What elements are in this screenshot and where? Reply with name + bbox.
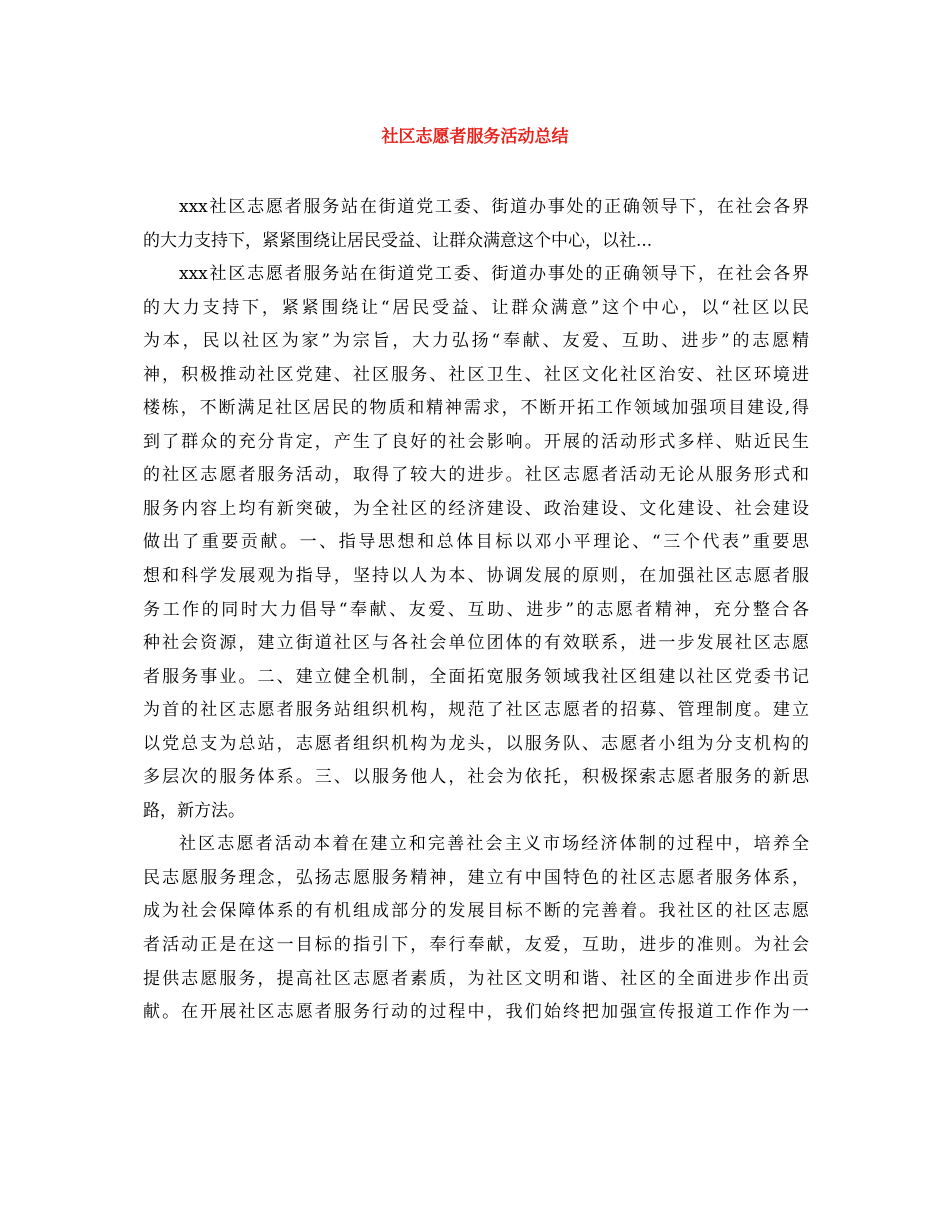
paragraph-main xyxy=(143,258,809,828)
text-line: 路，新方法。 xyxy=(143,800,245,821)
text-line: 的大力支持下，紧紧围绕让“居民受益、让群众满意”这个中心，以“社区以民 xyxy=(143,297,809,318)
text-line: 社区志愿者活动本着在建立和完善社会主义市场经济体制的过程中，培养全 xyxy=(179,834,809,855)
paragraph-intro xyxy=(143,191,809,258)
text-line: 做出了重要贡献。一、指导思想和总体目标以邓小平理论、“三个代表”重要思 xyxy=(143,532,809,553)
text-line: 者活动正是在这一目标的指引下，奉行奉献，友爱，互助，进步的准则。为社会 xyxy=(143,935,809,956)
text-line: 到了群众的充分肯定，产生了良好的社会影响。开展的活动形式多样、贴近民生 xyxy=(143,431,809,452)
text-line: 楼栋，不断满足社区居民的物质和精神需求，不断开拓工作领域加强项目建设,得 xyxy=(143,398,809,419)
document-body xyxy=(143,191,809,1030)
text-line: 为本，民以社区为家”为宗旨，大力弘扬“奉献、友爱、互助、进步”的志愿精 xyxy=(143,331,809,352)
text-line: 种社会资源，建立街道社区与各社会单位团体的有效联系，进一步发展社区志愿 xyxy=(143,633,809,654)
text-line: 者服务事业。二、建立健全机制，全面拓宽服务领域我社区组建以社区党委书记 xyxy=(143,666,809,687)
paragraph-closing xyxy=(143,828,809,1029)
text-line: 献。在开展社区志愿者服务行动的过程中，我们始终把加强宣传报道工作作为一 xyxy=(143,1002,809,1023)
text-line: 务工作的同时大力倡导“奉献、友爱、互助、进步”的志愿者精神，充分整合各 xyxy=(143,599,809,620)
text-line: xxx社区志愿者服务站在街道党工委、街道办事处的正确领导下，在社会各界 xyxy=(179,197,809,217)
text-line: 服务内容上均有新突破，为全社区的经济建设、政治建设、文化建设、社会建设 xyxy=(143,498,809,519)
text-line: 以党总支为总站，志愿者组织机构为龙头，以服务队、志愿者小组为分支机构的 xyxy=(143,733,809,754)
document-title: 社区志愿者服务活动总结 xyxy=(381,127,569,147)
text-line: 想和科学发展观为指导，坚持以人为本、协调发展的原则，在加强社区志愿者服 xyxy=(143,566,809,587)
text-line: 成为社会保障体系的有机组成部分的发展目标不断的完善着。我社区的社区志愿 xyxy=(143,901,809,922)
text-line: 多层次的服务体系。三、以服务他人，社会为依托，积极探索志愿者服务的新思 xyxy=(143,767,809,788)
text-line: xxx社区志愿者服务站在街道党工委、街道办事处的正确领导下，在社会各界 xyxy=(179,264,809,285)
text-line: 神，积极推动社区党建、社区服务、社区卫生、社区文化社区治安、社区环境进 xyxy=(143,364,809,385)
text-line: 为首的社区志愿者服务站组织机构，规范了社区志愿者的招募、管理制度。建立 xyxy=(143,700,809,721)
text-line: 的大力支持下，紧紧围绕让居民受益、让群众满意这个中心，以社... xyxy=(143,230,653,251)
text-line: 民志愿服务理念，弘扬志愿服务精神，建立有中国特色的社区志愿者服务体系， xyxy=(143,867,809,888)
text-line: 提供志愿服务，提高社区志愿者素质，为社区文明和谐、社区的全面进步作出贡 xyxy=(143,968,809,989)
text-line: 的社区志愿者服务活动，取得了较大的进步。社区志愿者活动无论从服务形式和 xyxy=(143,465,809,486)
